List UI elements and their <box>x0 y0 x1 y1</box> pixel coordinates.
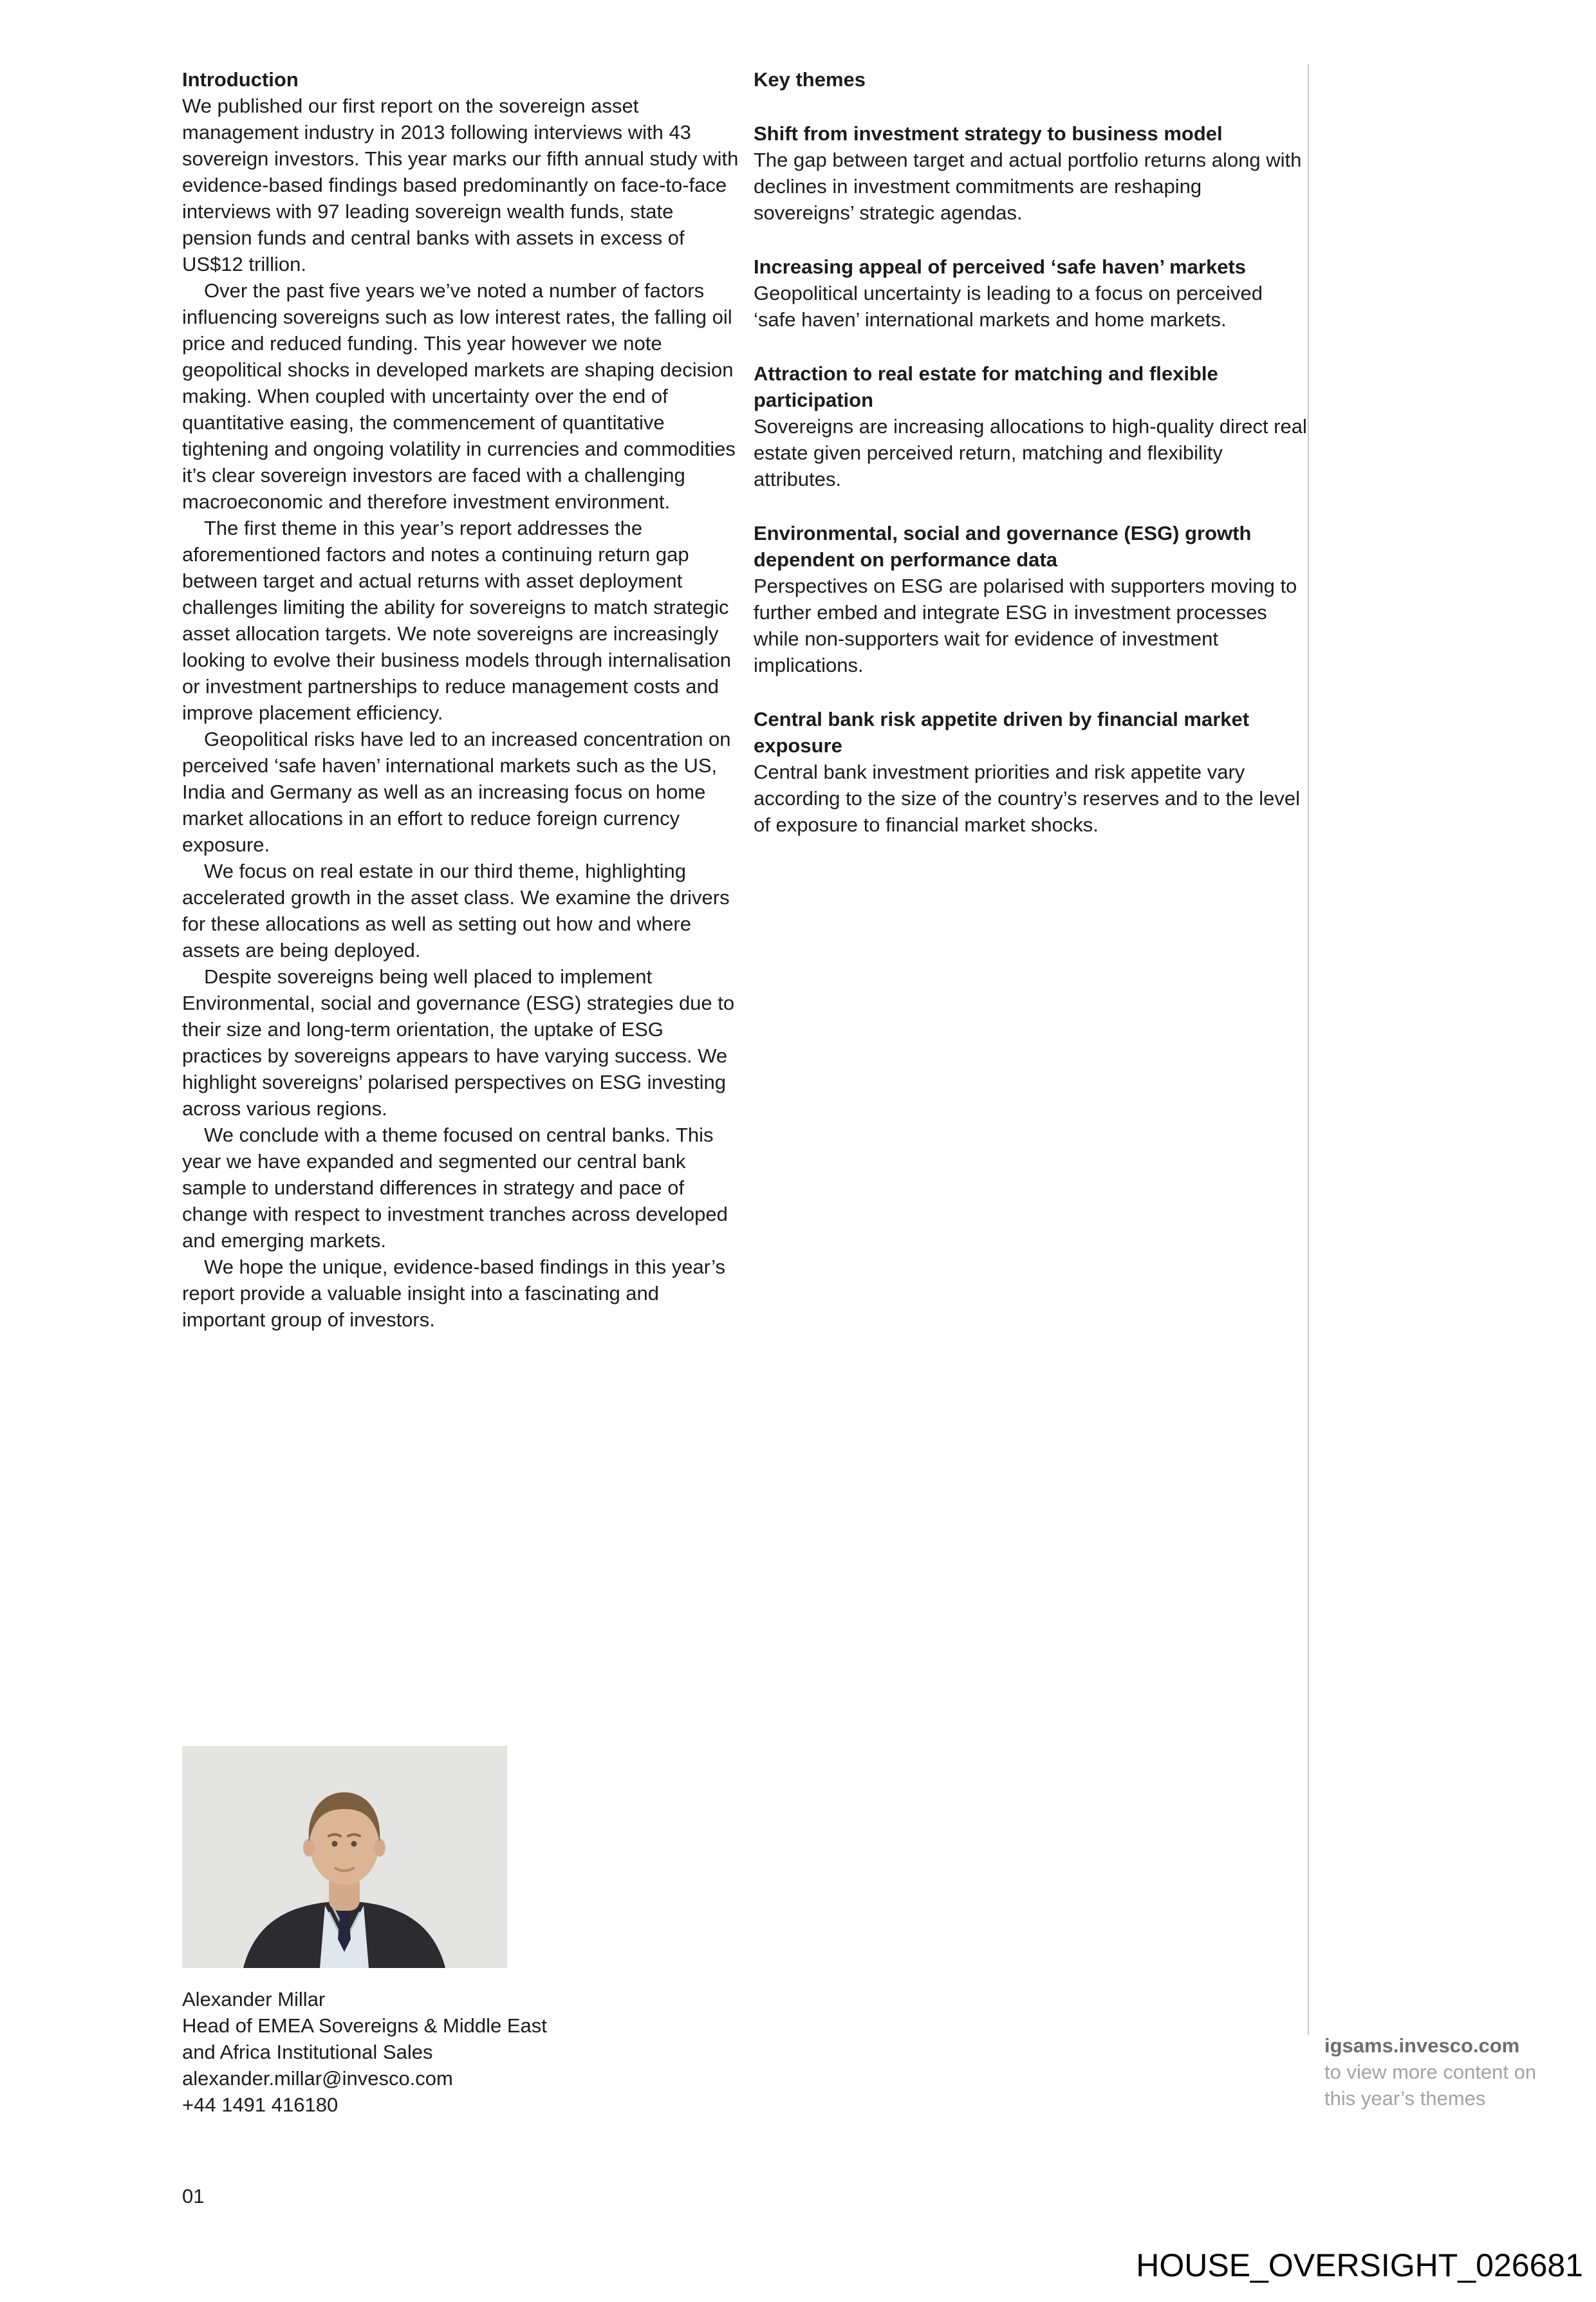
footer-note <box>1324 2032 1546 2112</box>
contact-name: Alexander Millar <box>182 1988 326 2010</box>
intro-paragraph: Over the past five years we’ve noted a number of factors influencing sovereigns such as low interest rates, the falling oil price and reduced funding. This year however we note geopolitical shocks in developed markets are shaping decision making. When coupled with uncertainty over the end of quantitative easing, the commencement of quantitative tightening and ongoing volatility in currencies and commodities it’s clear sovereign investors are faced with a challenging macroeconomic and therefore investment environment. <box>182 279 736 513</box>
intro-paragraph: We conclude with a theme focused on central banks. This year we have expanded and segmented our central bank sample to understand differences in strategy and pace of change with respect to investment tranches across developed and emerging markets. <box>182 1124 728 1252</box>
key-themes-column <box>754 66 1307 838</box>
theme-title: Attraction to real estate for matching and flexible participation <box>754 362 1218 411</box>
theme-body: Central bank investment priorities and risk appetite vary according to the size of the country’s reserves and to the level of exposure to financial market shocks. <box>754 761 1300 836</box>
intro-paragraph: The first theme in this year’s report addresses the aforementioned factors and notes a continuing return gap between target and actual returns with asset deployment challenges limiting the ability for sovereigns to match strategic asset allocation targets. We note sovereigns are increasingly looking to evolve their business models through internalisation or investment partnerships to reduce management costs and improve placement efficiency. <box>182 517 731 724</box>
portrait-photo <box>182 1746 507 1968</box>
footer-link-url[interactable]: igsams.invesco.com <box>1324 2034 1520 2057</box>
theme-item <box>754 520 1307 678</box>
theme-item <box>754 360 1307 492</box>
theme-item <box>754 120 1307 226</box>
bates-stamp: HOUSE_OVERSIGHT_026681 <box>1136 2247 1583 2283</box>
theme-item <box>754 706 1307 838</box>
introduction-heading: Introduction <box>182 68 299 91</box>
key-themes-heading: Key themes <box>754 68 866 91</box>
contact-role-line: Head of EMEA Sovereigns & Middle East <box>182 2014 547 2037</box>
footer-note-text: to view more content on this year’s themes <box>1324 2061 1537 2110</box>
page-number: 01 <box>182 2185 205 2207</box>
column-divider-rule <box>1308 64 1309 2035</box>
introduction-column <box>182 66 743 1333</box>
intro-paragraph: We hope the unique, evidence-based findings in this year’s report provide a valuable insight into a fascinating and important group of investors. <box>182 1256 725 1331</box>
portrait-photo-graphic <box>182 1746 507 1968</box>
contact-phone: +44 1491 416180 <box>182 2093 339 2116</box>
intro-paragraph: Despite sovereigns being well placed to implement Environmental, social and governance (ESG) strategies due to their size and long-term orientation, the uptake of ESG practices by sovereigns appears to have varying success. We highlight sovereigns’ polarised perspectives on ESG investing across various regions. <box>182 965 735 1120</box>
theme-item <box>754 254 1307 333</box>
intro-paragraph: Geopolitical risks have led to an increased concentration on perceived ‘safe haven’ international markets such as the US, India and Germany as well as an increasing focus on home market allocations in an effort to reduce foreign currency exposure. <box>182 728 731 856</box>
contact-role-line: and Africa Institutional Sales <box>182 2041 433 2063</box>
intro-paragraph: We focus on real estate in our third theme, highlighting accelerated growth in the asset class. We examine the drivers for these allocations as well as setting out how and where assets are being deployed. <box>182 860 730 961</box>
theme-body: Geopolitical uncertainty is leading to a focus on perceived ‘safe haven’ international markets and home markets. <box>754 282 1263 331</box>
theme-title: Increasing appeal of perceived ‘safe haven’ markets <box>754 255 1247 278</box>
theme-body: The gap between target and actual portfolio returns along with declines in investment commitments are reshaping sovereigns’ strategic agendas. <box>754 149 1302 224</box>
theme-body: Perspectives on ESG are polarised with supporters moving to further embed and integrate ESG in investment processes while non-supporters wait for evidence of investment implications. <box>754 575 1297 676</box>
theme-title: Environmental, social and governance (ESG) growth dependent on performance data <box>754 522 1252 571</box>
contact-block <box>182 1986 743 2118</box>
theme-title: Central bank risk appetite driven by financial market exposure <box>754 708 1250 757</box>
intro-paragraph: We published our first report on the sovereign asset management industry in 2013 following interviews with 43 sovereign investors. This year marks our fifth annual study with evidence-based findings based predominantly on face-to-face interviews with 97 leading sovereign wealth funds, state pension funds and central banks with assets in excess of US$12 trillion. <box>182 95 739 275</box>
theme-body: Sovereigns are increasing allocations to high-quality direct real estate given perceived return, matching and flexibility attributes. <box>754 415 1307 490</box>
theme-title: Shift from investment strategy to business model <box>754 122 1223 145</box>
contact-email[interactable]: alexander.millar@invesco.com <box>182 2067 453 2090</box>
